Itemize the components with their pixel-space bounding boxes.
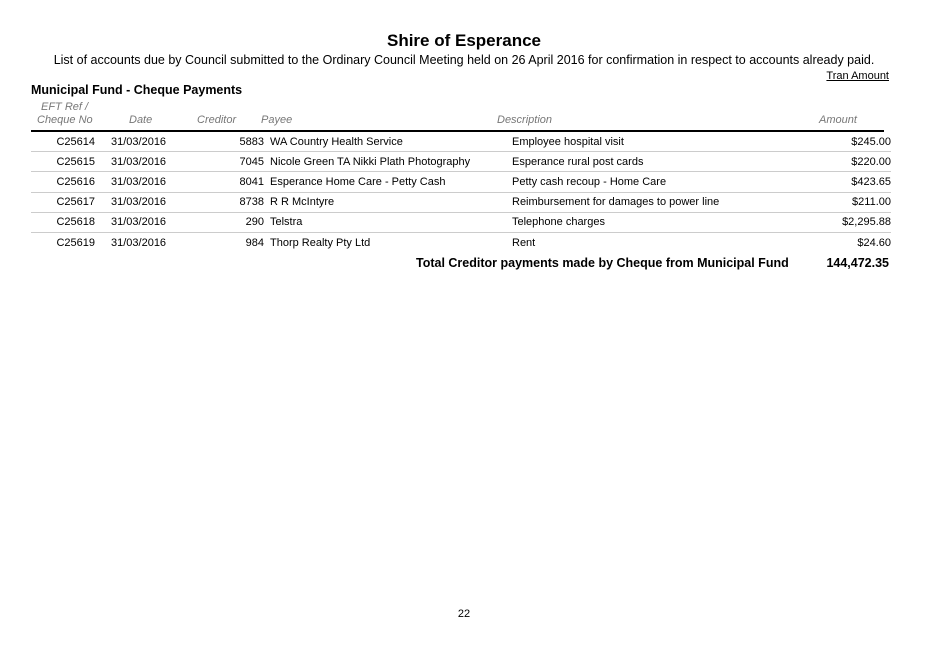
cell-description: Employee hospital visit (512, 132, 772, 152)
cell-date: 31/03/2016 (95, 152, 191, 172)
cell-creditor: 8738 (191, 192, 264, 212)
cell-payee: R R McIntyre (264, 192, 512, 212)
cell-payee: Telstra (264, 212, 512, 232)
cell-date: 31/03/2016 (95, 192, 191, 212)
section-title: Municipal Fund - Cheque Payments (31, 83, 243, 97)
cell-amount: $245.00 (772, 132, 891, 152)
payments-table (31, 132, 891, 252)
cell-ref: C25617 (31, 192, 95, 212)
cell-payee: Esperance Home Care - Petty Cash (264, 172, 512, 192)
cell-description: Petty cash recoup - Home Care (512, 172, 772, 192)
cell-ref: C25616 (31, 172, 95, 192)
cell-date: 31/03/2016 (95, 172, 191, 192)
cell-ref: C25618 (31, 212, 95, 232)
table-row (31, 172, 891, 192)
total-label: Total Creditor payments made by Cheque from Municipal Fund (416, 256, 789, 270)
cell-date: 31/03/2016 (111, 236, 167, 249)
cell-date: 31/03/2016 (95, 212, 191, 232)
cell-description: Telephone charges (512, 212, 772, 232)
cell-amount: $220.00 (772, 152, 891, 172)
cell-amount: $211.00 (772, 192, 891, 212)
total-value: 144,472.35 (826, 256, 889, 270)
cell-description: Reimbursement for damages to power line (512, 192, 772, 212)
header-ref-line1: EFT Ref / (41, 101, 89, 113)
cell-amount: $423.65 (772, 172, 891, 192)
cell-payee: Thorp Realty Pty Ltd (270, 236, 371, 249)
cell-creditor: 984 (245, 236, 264, 249)
header-payee: Payee (261, 114, 293, 126)
header-description: Description (497, 114, 553, 126)
cell-date: 31/03/2016 (95, 132, 191, 152)
cell-amount: $24.60 (857, 236, 891, 249)
cell-payee: Nicole Green TA Nikki Plath Photography (264, 152, 512, 172)
table-row (31, 152, 891, 172)
cell-ref: C25619 (56, 236, 95, 249)
table-row (31, 212, 891, 232)
document-subtitle: List of accounts due by Council submitted to the Ordinary Council Meeting held on 26 April 2016 for confirmation in respect to accounts already paid. (53, 53, 875, 67)
table-row (31, 132, 891, 152)
table-row (31, 232, 891, 252)
cell-payee: WA Country Health Service (264, 132, 512, 152)
cell-ref: C25614 (31, 132, 95, 152)
cell-creditor: 5883 (191, 132, 264, 152)
table-row (31, 192, 891, 212)
cell-description: Rent (512, 236, 536, 249)
cell-description: Esperance rural post cards (512, 152, 772, 172)
cell-creditor: 7045 (191, 152, 264, 172)
cell-creditor: 290 (191, 212, 264, 232)
document-title: Shire of Esperance (386, 31, 541, 50)
header-amount: Amount (819, 114, 857, 126)
cell-amount: $2,295.88 (772, 212, 891, 232)
cell-ref: C25615 (31, 152, 95, 172)
header-ref-line2: Cheque No (37, 114, 93, 126)
page-number: 22 (457, 608, 471, 620)
tran-amount-label: Tran Amount (826, 70, 889, 82)
header-date: Date (129, 114, 153, 126)
header-creditor: Creditor (197, 114, 237, 126)
cell-creditor: 8041 (191, 172, 264, 192)
